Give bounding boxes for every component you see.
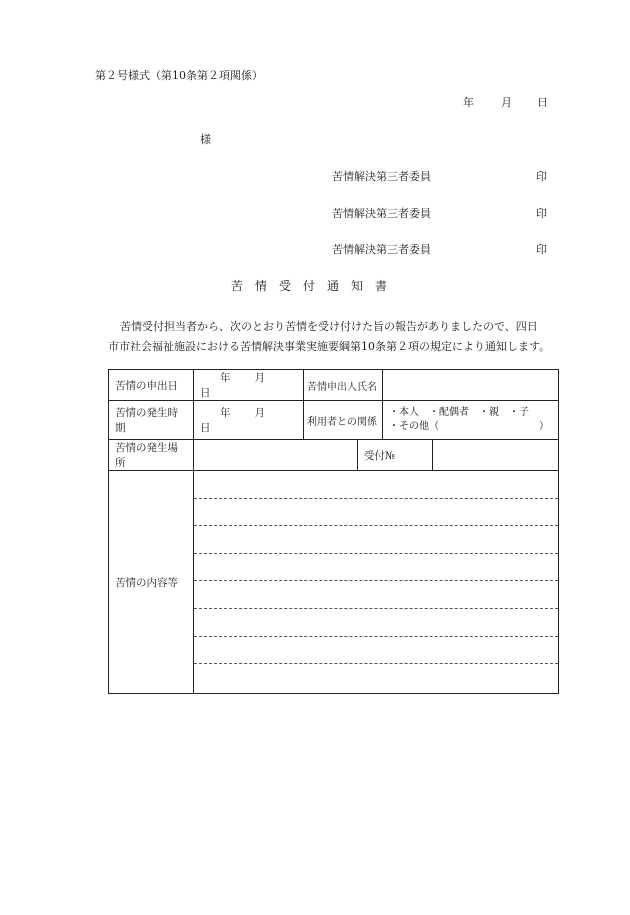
complainant-name-field[interactable] — [383, 370, 559, 401]
relationship-options-line-2: ・その他（ ） — [389, 421, 549, 432]
notice-body — [108, 317, 578, 357]
committee-member-1: 苦情解決第三者委員 — [332, 170, 431, 183]
content-line[interactable] — [194, 526, 558, 554]
table-row — [109, 471, 559, 694]
receipt-number-field[interactable] — [433, 440, 559, 471]
document-date — [463, 94, 548, 110]
table-row — [109, 370, 559, 401]
filing-date-field[interactable]: 年 月日 — [194, 370, 304, 401]
occurrence-place-field[interactable] — [194, 440, 358, 471]
seal-mark-1: 印 — [536, 170, 547, 183]
content-line[interactable] — [194, 664, 558, 692]
table-row — [109, 440, 559, 471]
date-month: 月 — [501, 96, 512, 109]
relationship-options[interactable] — [383, 401, 559, 440]
content-line[interactable] — [194, 609, 558, 637]
label-complainant-name: 苦情申出人氏名 — [304, 370, 383, 401]
form-number: 第２号様式（第10条第２項関係） — [95, 69, 263, 82]
date-day: 日 — [537, 96, 548, 109]
label-occurrence-place: 苦情の発生場所 — [109, 440, 194, 471]
occurrence-date-field[interactable]: 年 月日 — [194, 401, 304, 440]
committee-member-2: 苦情解決第三者委員 — [332, 207, 431, 220]
content-line[interactable] — [194, 581, 558, 609]
complaint-form-table — [108, 369, 559, 694]
content-line[interactable] — [194, 637, 558, 665]
label-complaint-content: 苦情の内容等 — [109, 471, 194, 694]
complaint-content-area[interactable] — [194, 471, 559, 694]
table-row — [109, 401, 559, 440]
date-year: 年 — [463, 96, 474, 109]
addressee-suffix: 様 — [200, 133, 211, 146]
seal-mark-2: 印 — [536, 207, 547, 220]
label-relationship: 利用者との関係 — [304, 401, 383, 440]
content-line[interactable] — [194, 499, 558, 527]
committee-member-3: 苦情解決第三者委員 — [332, 243, 431, 256]
label-receipt-number: 受付№ — [358, 440, 433, 471]
notice-body-line-1: 苦情受付担当者から、次のとおり苦情を受け付けた旨の報告がありましたので、四日 — [120, 320, 538, 333]
label-occurrence-time: 苦情の発生時期 — [109, 401, 194, 440]
content-line[interactable] — [194, 554, 558, 582]
content-line[interactable] — [194, 471, 558, 499]
document-title: 苦情受付通知書 — [230, 279, 399, 293]
relationship-options-line-1: ・本人 ・配偶者 ・親 ・子 — [389, 407, 529, 418]
seal-mark-3: 印 — [536, 243, 547, 256]
label-filing-date: 苦情の申出日 — [109, 370, 194, 401]
notice-body-line-2: 市市社会福祉施設における苦情解決事業実施要綱第10条第２項の規定により通知します。 — [108, 340, 551, 353]
